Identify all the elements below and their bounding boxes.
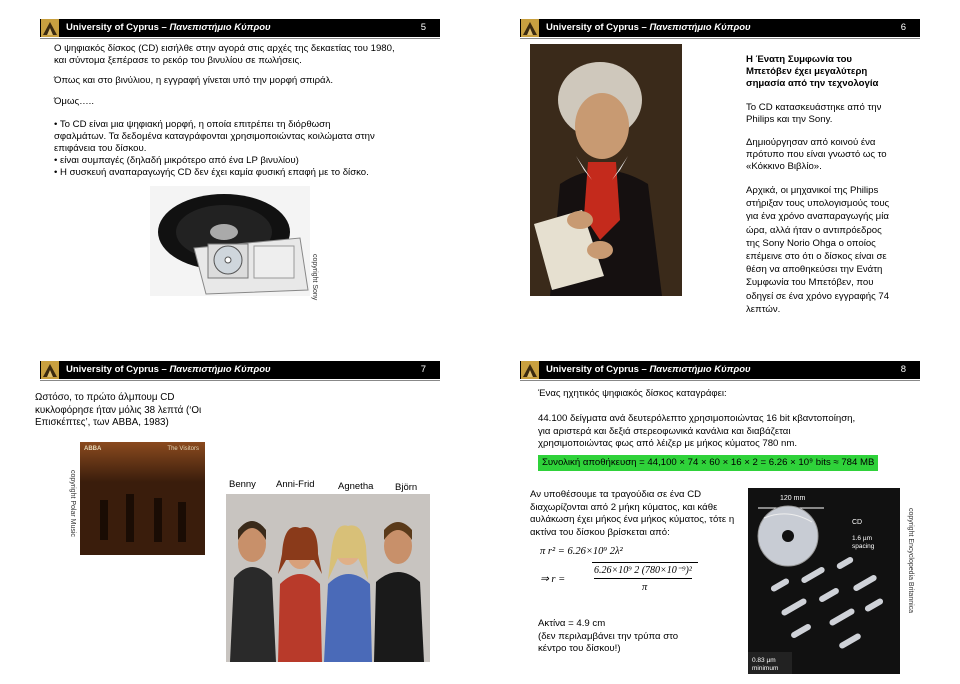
copyright-note: copyright Encyclopedia Britannica	[907, 508, 914, 614]
header-rule	[520, 380, 920, 381]
text-line: επιφάνεια του δίσκου.	[54, 143, 147, 154]
text-line: κυκλοφόρησε ήταν μόλις 38 λεπτά (‘Οι	[35, 404, 202, 416]
name-benny: Benny	[229, 479, 256, 490]
slide-8-title: Ένας ηχητικός ψηφιακός δίσκος καταγράφει:	[538, 388, 727, 399]
text-line: (δεν περιλαμβάνει την τρύπα στο	[538, 630, 679, 642]
university-logo-icon	[521, 19, 539, 37]
slide-6-p3	[746, 184, 889, 316]
beethoven-portrait	[530, 44, 682, 296]
text-line: λεπτών.	[746, 303, 781, 315]
equation-1: π r² = 6.26×10⁹ 2λ²	[540, 546, 623, 557]
text-line: Αρχικά, οι μηχανικοί της Philips	[746, 185, 879, 196]
text-line: 44.100 δείγματα ανά δευτερόλεπτο χρησιμοποιώντας 16 bit κβαντοποίηση,	[538, 413, 856, 424]
name-bjorn: Björn	[395, 482, 418, 493]
text-line: Επισκέπτες’, των ABBA, 1983)	[35, 417, 169, 429]
text-line: Ωστόσο, το πρώτο άλμπουμ CD	[35, 392, 175, 403]
text-line: σφαλμάτων. Τα δεδομένα καταγράφονται χρησιμοποιώντας κοιλώματα στην	[54, 131, 375, 142]
text-line: Συμφωνία του Μπετόβεν, που	[746, 277, 874, 289]
name-anni-frid: Anni-Frid	[276, 479, 315, 490]
header-rule	[520, 38, 920, 39]
text-line: πρότυπο που είναι γνωστό ως το	[746, 149, 887, 160]
slide-number: 5	[420, 22, 426, 33]
total-storage-box: Συνολική αποθήκευση = 44,100 × 74 × 60 × 16 × 2 = 6.26 × 10⁹ bits ≈ 784 MB	[538, 455, 878, 471]
header-rule	[40, 380, 440, 381]
slide-7-text	[35, 392, 201, 430]
text-line: θέση να αποθηκεύσει την Ενάτη	[746, 264, 883, 276]
university-name: University of Cyprus – Πανεπιστήμιο Κύπρου	[546, 364, 751, 375]
copyright-note: copyright Sony	[311, 254, 318, 301]
text-line: και σύντομα ξεπέρασε το ρεκόρ του βινυλίου σε πωλήσεις.	[54, 55, 302, 66]
text-line: για ένα χρόνο αναπαραγωγής μία	[746, 211, 889, 223]
cd-label: CD	[852, 519, 863, 526]
slide-6-p1	[746, 102, 881, 126]
dimension-label: 120 mm	[780, 495, 806, 502]
heading-line: σημασία από την τεχνολογία	[746, 78, 879, 89]
university-logo-icon	[41, 19, 59, 37]
text-line: Όπως και στο βινύλιου, η εγγραφή γίνεται υπό την μορφή σπιράλ.	[54, 75, 334, 86]
university-name: University of Cyprus – Πανεπιστήμιο Κύπρου	[66, 22, 271, 33]
copyright-note: copyright Polar Music	[69, 470, 76, 537]
cd-pits-diagram	[728, 488, 904, 674]
slide-header	[520, 19, 920, 37]
bullet-line: • Το CD είναι μια ψηφιακή μορφή, η οποία επιτρέπει τη διόρθωση	[54, 119, 331, 130]
header-rule	[40, 38, 440, 39]
equation-2-denominator: π	[642, 582, 648, 593]
slide-5	[0, 0, 480, 342]
bullet-line: • Η συσκευή αναπαραγωγής CD δεν έχει καμία φυσική επαφή με το δίσκο.	[54, 167, 369, 178]
text-line: Philips και την Sony.	[746, 114, 833, 125]
text-line: χρησιμοποιώντας φως από λέιζερ με μήκος κύματος 780 nm.	[538, 438, 798, 450]
text-line: της Sony Norio Ohga ο οποίος	[746, 237, 876, 249]
slide-6	[480, 0, 960, 342]
text-line: «Κόκκινο Βιβλίο».	[746, 161, 822, 172]
slide-8-body	[538, 413, 855, 451]
vinyl-cd-photo	[150, 186, 310, 296]
heading-line: Η Ένατη Συμφωνία του	[746, 54, 853, 65]
text-line: διαχωρίζονται από 2 μήκη κύματος, και κάθε	[530, 501, 718, 513]
sqrt-bar	[592, 562, 698, 563]
slide-number: 6	[900, 22, 906, 33]
text-line: οδηγεί σε ένα χρόνο εγγραφής 74	[746, 290, 890, 302]
bullet-line: • είναι συμπαγές (δηλαδή μικρότερο από ένα LP βινυλίου)	[54, 155, 299, 166]
text-line: για αριστερά και δεξιά στερεοφωνικά κανάλια και διαβάζεται	[538, 425, 791, 437]
text-line: Όμως…..	[54, 96, 94, 107]
equation-2-numerator: 6.26×10⁹ 2 (780×10⁻⁹)²	[594, 565, 692, 579]
text-line: ώρα, αλλά ήταν ο αντιπρόεδρος	[746, 224, 882, 236]
text-line: επέμεινε στο ότι ο δίσκος είναι σε	[746, 251, 887, 263]
slide-number: 8	[900, 364, 906, 375]
university-logo-icon	[521, 361, 539, 379]
slide-number: 7	[420, 364, 426, 375]
heading-line: Μπετόβεν έχει μεγαλύτερη	[746, 66, 868, 77]
spacing-value: 1.6 µm	[852, 535, 873, 542]
university-name: University of Cyprus – Πανεπιστήμιο Κύπρου	[66, 364, 271, 375]
name-agnetha: Agnetha	[338, 481, 374, 492]
text-line: αυλάκωση έχει μήκος ένα μήκος κύματος, τότε η	[530, 514, 735, 526]
slide-header	[520, 361, 920, 379]
spacing-label: spacing	[852, 543, 875, 550]
equation-2-lhs: ⇒ r =	[540, 574, 566, 585]
slide-6-heading	[746, 54, 878, 90]
slide-8-assume	[530, 489, 734, 539]
text-line: Το CD κατασκευάστηκε από την	[746, 102, 882, 113]
minimum-label: minimum	[752, 665, 779, 672]
text-line: στήριξαν τους υπολογισμούς τους	[746, 198, 890, 210]
slide-8	[480, 342, 960, 684]
text-line: Αν υποθέσουμε τα τραγούδια σε ένα CD	[530, 489, 702, 500]
text-line: ακτίνα του δίσκου βρίσκεται από:	[530, 526, 670, 538]
slide-6-p2	[746, 137, 887, 173]
radius-result	[538, 618, 678, 656]
text-line: κέντρο του δίσκου!)	[538, 643, 621, 655]
album-title: The Visitors	[167, 446, 199, 452]
album-cover	[80, 442, 205, 555]
slide-5-text	[54, 43, 395, 179]
slide-7	[0, 342, 480, 684]
university-name: University of Cyprus – Πανεπιστήμιο Κύπρου	[546, 22, 751, 33]
minimum-value: 0.83 µm	[752, 657, 776, 664]
university-logo-icon	[41, 361, 59, 379]
text-line: Δημιούργησαν από κοινού ένα	[746, 137, 876, 148]
slide-header	[40, 361, 440, 379]
abba-photo	[226, 494, 430, 662]
text-line: Ακτίνα = 4.9 cm	[538, 618, 606, 629]
text-line: Ο ψηφιακός δίσκος (CD) εισήλθε στην αγορά στις αρχές της δεκαετίας του 1980,	[54, 43, 395, 54]
album-band: ABBA	[84, 446, 102, 452]
slide-header	[40, 19, 440, 37]
